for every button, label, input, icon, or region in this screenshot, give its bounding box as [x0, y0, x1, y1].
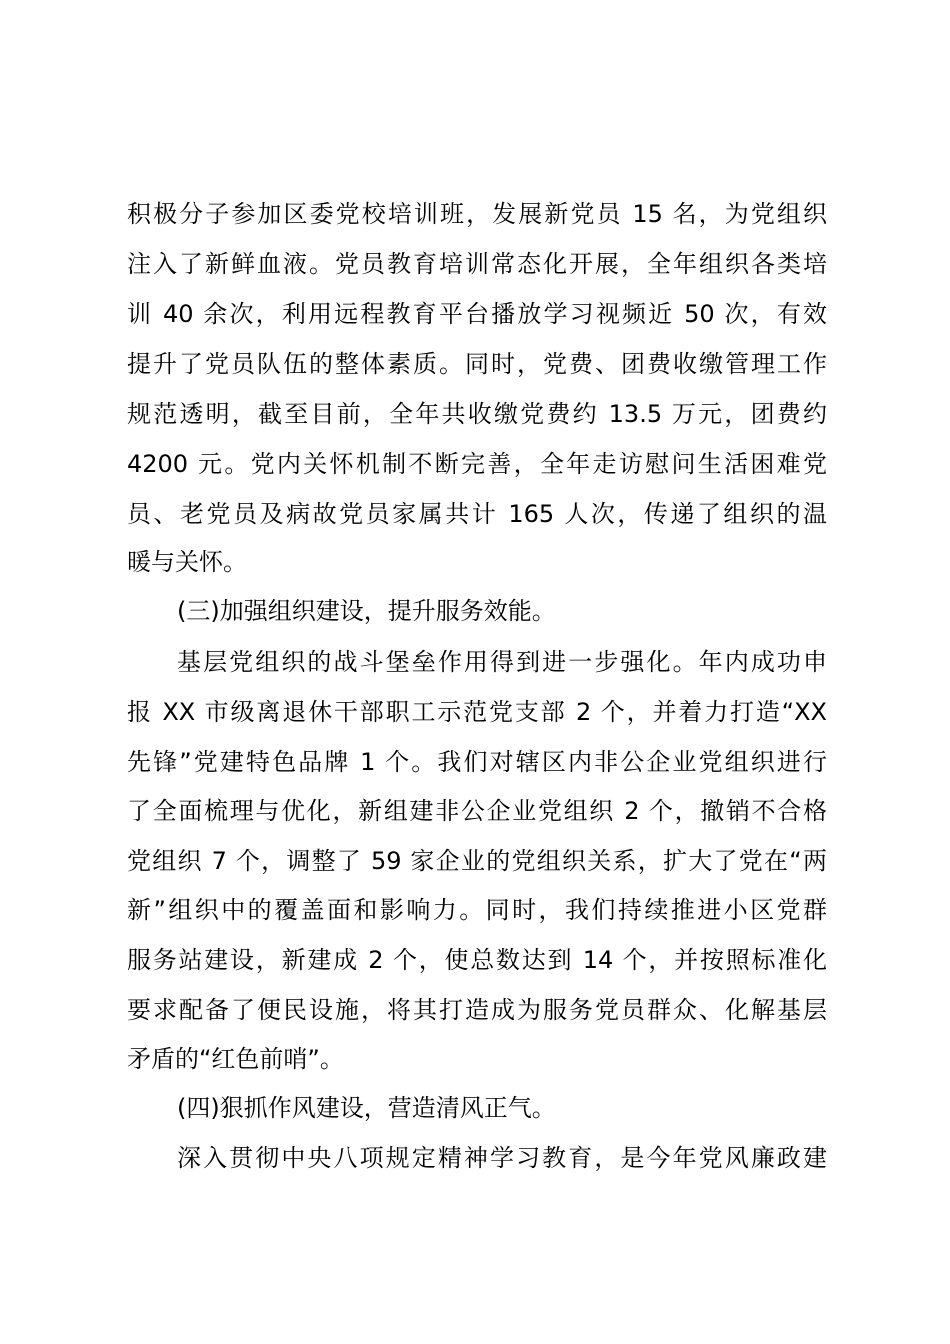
paragraph-line: 提升了党员队伍的整体素质。同时，党费、团费收缴管理工作 [127, 350, 827, 378]
paragraph-line: 要求配备了便民设施，将其打造成为服务党员群众、化解基层 [127, 996, 827, 1024]
paragraph-line: 新”组织中的覆盖面和影响力。同时，我们持续推进小区党群 [127, 896, 827, 924]
paragraph-line: 积极分子参加区委党校培训班，发展新党员 15 名，为党组织 [127, 200, 827, 228]
paragraph-line: 深入贯彻中央八项规定精神学习教育，是今年党风廉政建 [177, 1144, 827, 1172]
section-heading: (三)加强组织建设，提升服务效能。 [177, 597, 556, 625]
paragraph-line: 了全面梳理与优化，新组建非公企业党组织 2 个，撤销不合格 [127, 797, 827, 825]
paragraph-line: 党组织 7 个，调整了 59 家企业的党组织关系，扩大了党在“两 [127, 847, 827, 875]
paragraph-line: 报 XX 市级离退休干部职工示范党支部 2 个，并着力打造“XX [127, 698, 827, 726]
paragraph-line: 基层党组织的战斗堡垒作用得到进一步强化。年内成功申 [177, 648, 827, 676]
paragraph-line: 训 40 余次，利用远程教育平台播放学习视频近 50 次，有效 [127, 300, 827, 328]
paragraph-line: 4200 元。党内关怀机制不断完善，全年走访慰问生活困难党 [127, 450, 827, 478]
paragraph-line: 先锋”党建特色品牌 1 个。我们对辖区内非公企业党组织进行 [127, 748, 827, 776]
paragraph-line: 服务站建设，新建成 2 个，使总数达到 14 个，并按照标准化 [127, 946, 827, 974]
section-heading: (四)狠抓作风建设，营造清风正气。 [177, 1094, 556, 1122]
paragraph-line: 注入了新鲜血液。党员教育培训常态化开展，全年组织各类培 [127, 250, 827, 278]
paragraph-line: 矛盾的“红色前哨”。 [127, 1045, 344, 1073]
paragraph-line: 员、老党员及病故党员家属共计 165 人次，传递了组织的温 [127, 500, 827, 528]
paragraph-line: 暖与关怀。 [127, 548, 247, 576]
paragraph-line: 规范透明，截至目前，全年共收缴党费约 13.5 万元，团费约 [127, 400, 827, 428]
